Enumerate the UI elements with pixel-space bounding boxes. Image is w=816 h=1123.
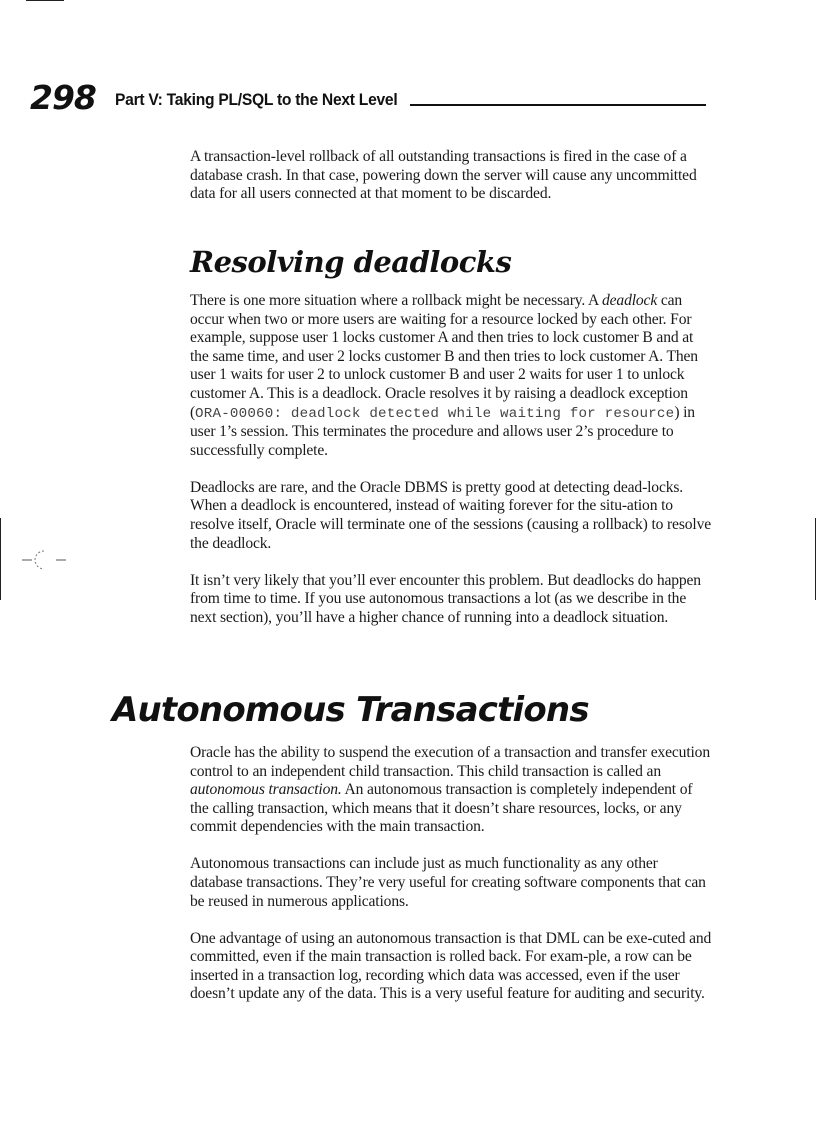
- registration-mark-icon: [22, 548, 68, 572]
- deadlock-paragraph-2: Deadlocks are rare, and the Oracle DBMS is pretty good at detecting dead-locks. When a deadlock is encountered, instead of waiting forever for the situ-ation to resolve itself, Oracle will terminate one of the sessions (causing a rollback) to resolve the deadlock.: [190, 478, 711, 552]
- part-title: Part V: Taking PL/SQL to the Next Level: [115, 90, 398, 109]
- resolving-deadlocks-body: [190, 292, 712, 627]
- text-run: Oracle has the ability to suspend the execution of a transaction and transfer execution control to an independent child transaction. This child transaction is called an: [190, 744, 710, 780]
- intro-paragraph: A transaction-level rollback of all outstanding transactions is fired in the case of a database crash. In that case, powering down the server will cause any uncommitted data for all users connected at that moment to be discarded.: [190, 148, 697, 203]
- text-run: ) in user 1’s session. This terminates the procedure and allows user 2’s procedure to successfully complete.: [190, 403, 695, 459]
- term-deadlock: deadlock: [602, 292, 658, 309]
- text-run: can occur when two or more users are waiting for a resource locked by each other. For example, suppose user 1 locks customer A and then tries to lock customer B and at the same time, and user 2 locks customer B and then tries to lock customer A. Then user 1 waits for user 2 to unlock customer B and user 2 waits for user 1 to unlock customer A. This is a deadlock. Oracle resolves it by raising a deadlock exception (: [190, 292, 698, 421]
- autonomous-paragraph-1: [190, 744, 712, 837]
- autonomous-paragraph-2: Autonomous transactions can include just as much functionality as any other database transactions. They’re very useful for creating software components that can be reused in numerous applications.: [190, 855, 706, 910]
- text-run: An autonomous transaction is completely independent of the calling transaction, which means that it doesn’t share resources, locks, or any commit dependencies with the main transaction.: [190, 781, 693, 836]
- intro-block: [190, 148, 712, 204]
- deadlock-paragraph-3: It isn’t very likely that you’ll ever encounter this problem. But deadlocks do happen from time to time. If you use autonomous transactions a lot (as we describe in the next section), you’ll have a higher chance of running into a deadlock situation.: [190, 571, 701, 626]
- section-heading-resolving-deadlocks: Resolving deadlocks: [190, 245, 512, 279]
- section-heading-autonomous-transactions: Autonomous Transactions: [112, 690, 589, 730]
- crop-mark-left: [0, 518, 1, 600]
- error-code: ORA-00060: deadlock detected while waiting for resource: [195, 405, 675, 422]
- autonomous-paragraph-3: One advantage of using an autonomous transaction is that DML can be exe-cuted and committed, even if the main transaction is rolled back. For exam-ple, a row can be inserted in a transaction log, recording which data was accessed, even if the user doesn’t update any of the data. This is a very useful feature for auditing and security.: [190, 929, 712, 1003]
- crop-mark-top: [26, 0, 64, 1]
- running-header: [30, 78, 710, 118]
- autonomous-transactions-body: [190, 744, 712, 1004]
- header-rule: [410, 104, 706, 106]
- deadlock-paragraph-1: [190, 292, 712, 460]
- text-run: There is one more situation where a rollback might be necessary. A: [190, 292, 603, 309]
- page-number: 298: [30, 78, 96, 117]
- term-autonomous-transaction: autonomous transaction.: [190, 781, 342, 799]
